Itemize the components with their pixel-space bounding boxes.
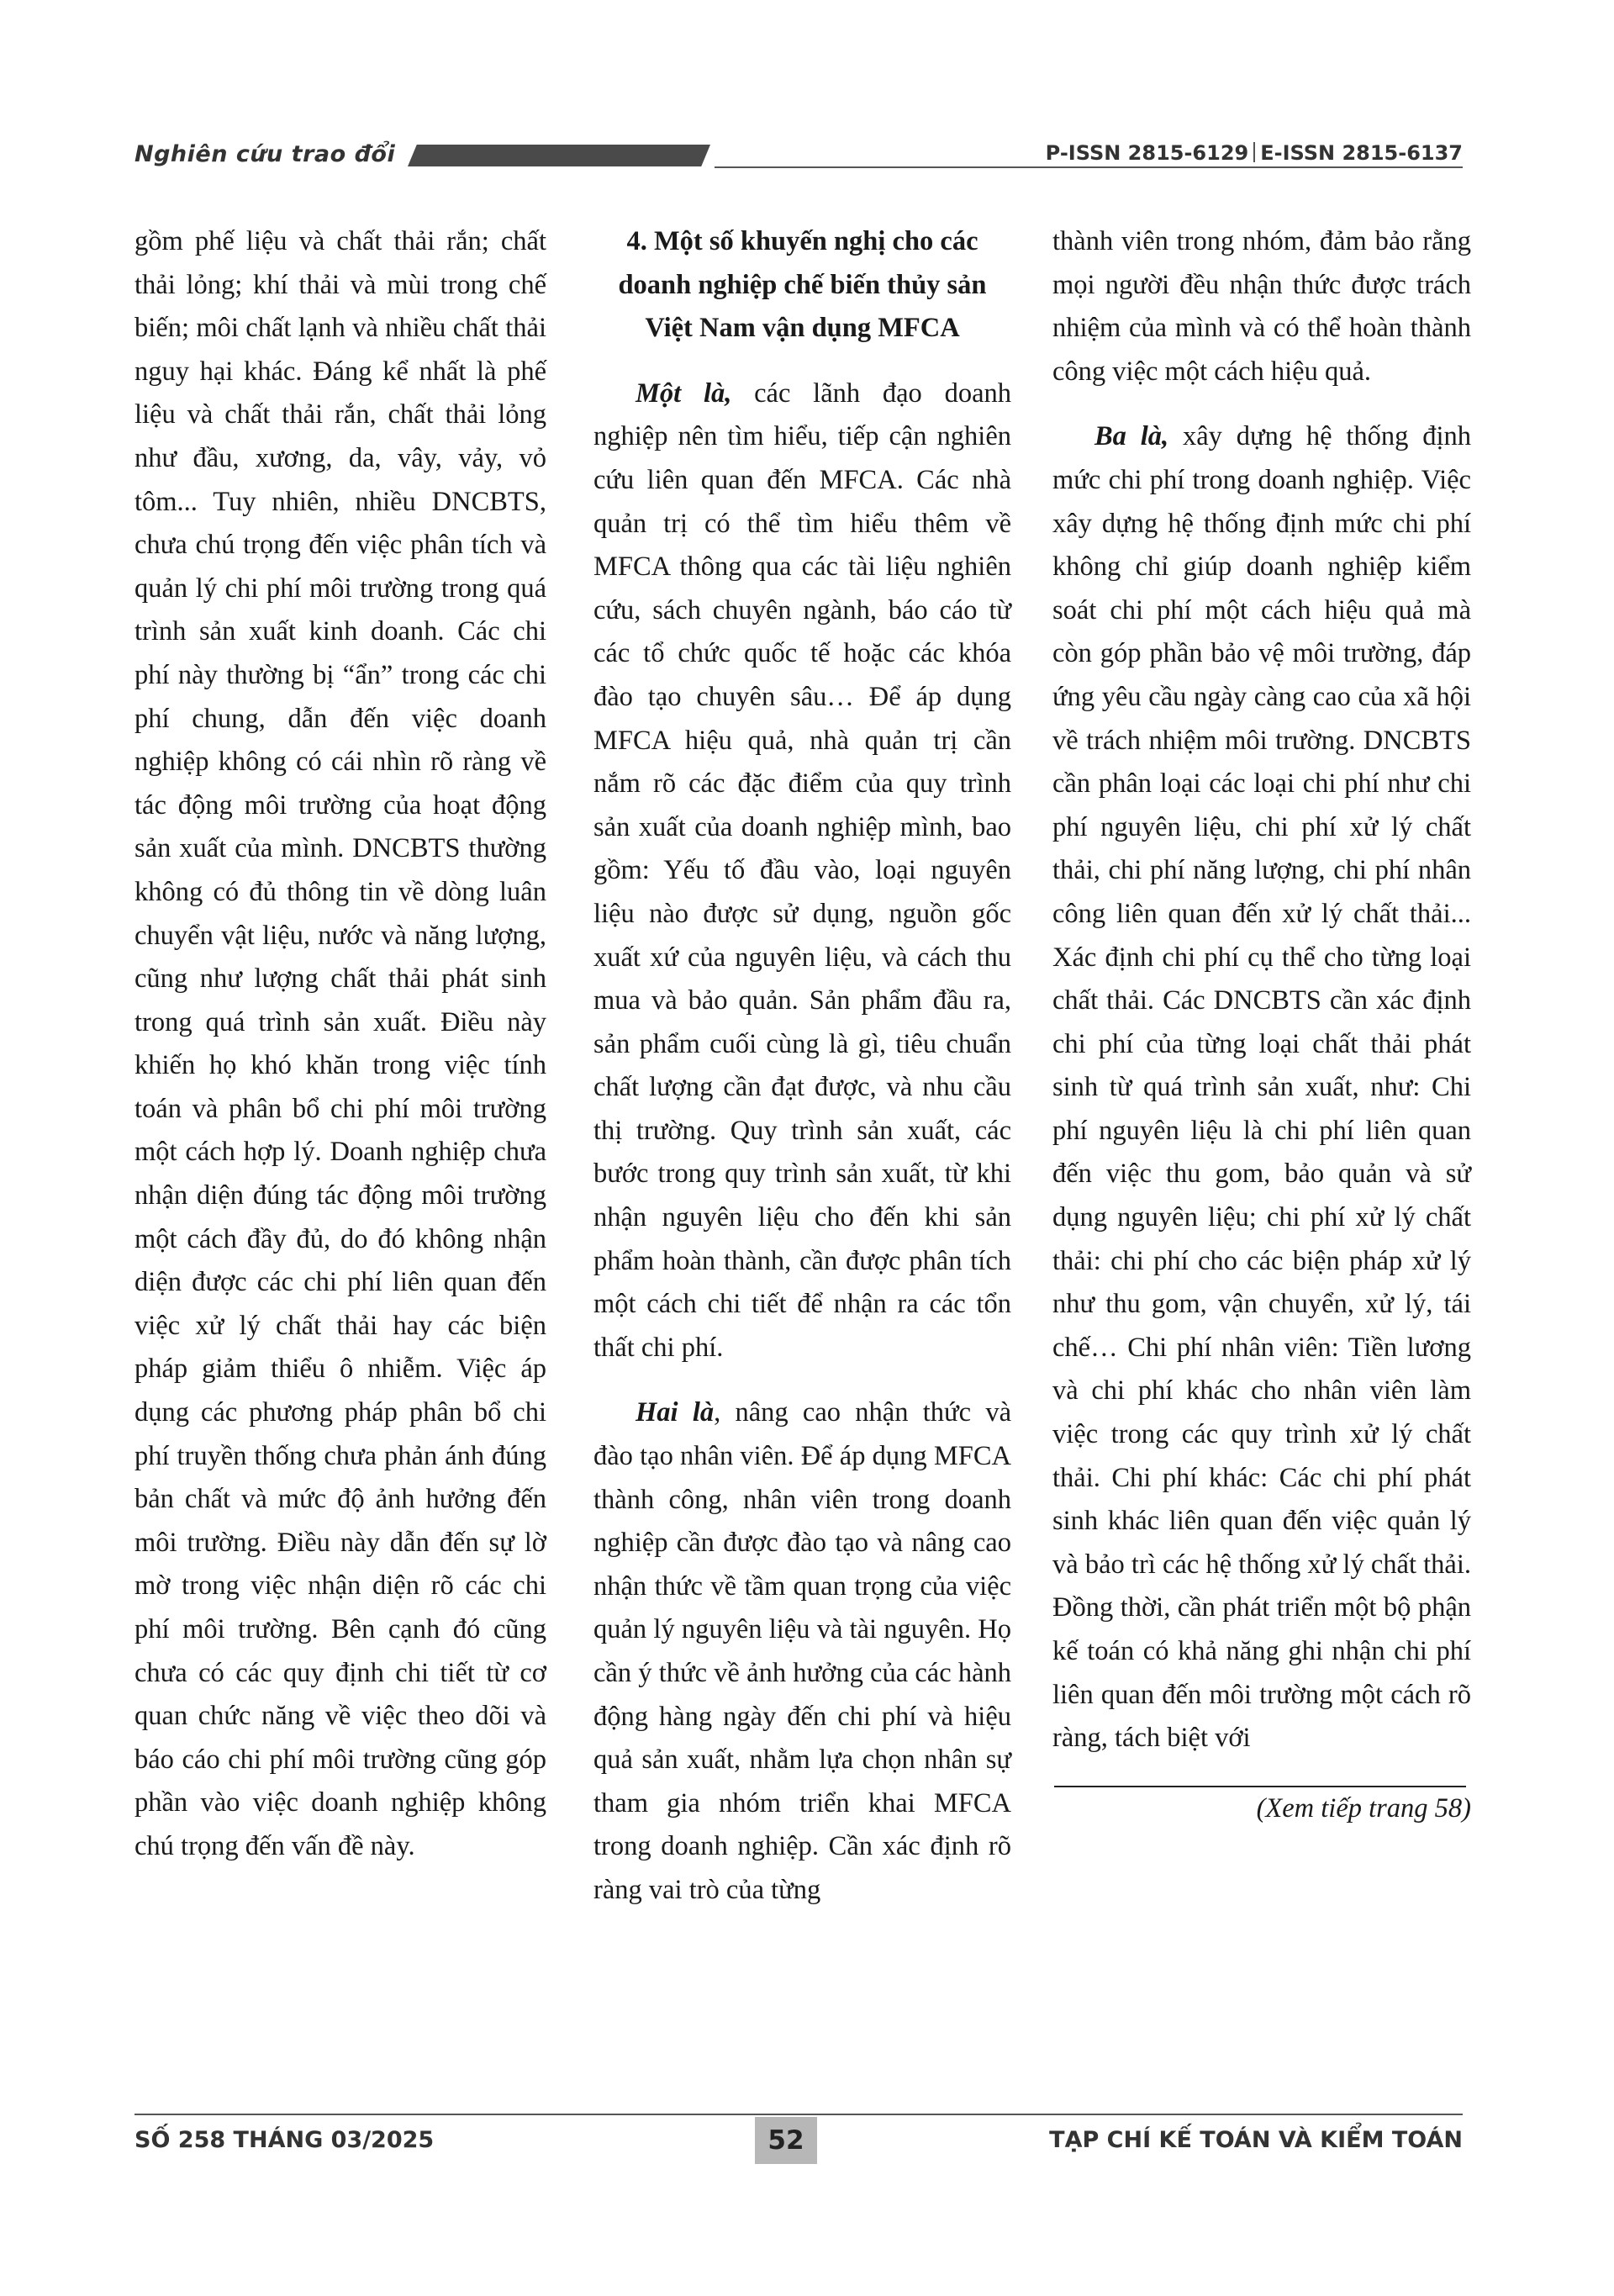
column-1 — [134, 220, 546, 1869]
header-decor-bar — [408, 145, 710, 166]
column1-paragraph: gồm phế liệu và chất thải rắn; chất thải lỏng; khí thải và mùi trong chế biến; môi chất lạnh và nhiều chất thải nguy hại khác. Đáng kể nhất là phế liệu và chất thải rắn, chất thải lỏng như đầu, xương, da, vây, vảy, vỏ tôm... Tuy nhiên, nhiều DNCBTS, chưa chú trọng đến việc phân tích và quản lý chi phí môi trường trong quá trình sản xuất kinh doanh. Các chi phí này thường bị “ẩn” trong các chi phí chung, dẫn đến việc doanh nghiệp không có cái nhìn rõ ràng về tác động môi trường của hoạt động sản xuất của mình. DNCBTS thường không có đủ thông tin về dòng luân chuyển vật liệu, nước và năng lượng, cũng như lượng chất thải phát sinh trong quá trình sản xuất. Điều này khiến họ khó khăn trong việc tính toán và phân bổ chi phí môi trường một cách hợp lý. Doanh nghiệp chưa nhận diện đúng tác động môi trường một cách đầy đủ, do đó không nhận diện được các chi phí liên quan đến việc xử lý chất thải hay các biện pháp giảm thiểu ô nhiễm. Việc áp dụng các phương pháp phân bổ chi phí truyền thống chưa phản ánh đúng bản chất và mức độ ảnh hưởng đến môi trường. Điều này dẫn đến sự lờ mờ trong việc nhận diện rõ các chi phí môi trường. Bên cạnh đó cũng chưa có các quy định chi tiết từ cơ quan chức năng về việc theo dõi và báo cáo chi phí môi trường cũng góp phần vào việc doanh nghiệp không chú trọng đến vấn đề này. — [134, 226, 546, 1861]
column3-paragraph-1: thành viên trong nhóm, đảm bảo rằng mọi người đều nhận thức được trách nhiệm của mình và có thể hoàn thành công việc một cách hiệu quả. — [1052, 226, 1471, 387]
recommendation-3 — [1052, 415, 1471, 1760]
section-label: Nghiên cứu trao đổi — [134, 141, 396, 167]
page-number: 52 — [755, 2117, 817, 2164]
continued-note: (Xem tiếp trang 58) — [1256, 1792, 1471, 1824]
header-rule — [715, 166, 1463, 168]
issn-separator — [1253, 142, 1255, 162]
e-issn: E-ISSN 2815-6137 — [1260, 141, 1463, 165]
page-header — [134, 141, 1463, 170]
journal-name: TẠP CHÍ KẾ TOÁN VÀ KIỂM TOÁN — [1049, 2127, 1463, 2153]
issue-label: SỐ 258 THÁNG 03/2025 — [134, 2127, 435, 2153]
recommendation-1-text: các lãnh đạo doanh nghiệp nên tìm hiểu, tiếp cận nghiên cứu liên quan đến MFCA. Các nhà quản trị có thể tìm hiểu thêm về MFCA thông qua các tài liệu nghiên cứu, sách chuyên ngành, báo cáo từ các tổ chức quốc tế hoặc các khóa đào tạo chuyên sâu… Để áp dụng MFCA hiệu quả, nhà quản trị cần nắm rõ các đặc điểm của quy trình sản xuất của doanh nghiệp mình, bao gồm: Yếu tố đầu vào, loại nguyên liệu nào được sử dụng, nguồn gốc xuất xứ của nguyên liệu, và cách thu mua và bảo quản. Sản phẩm đầu ra, sản phẩm cuối cùng là gì, tiêu chuẩn chất lượng cần đạt được, và nhu cầu thị trường. Quy trình sản xuất, các bước trong quy trình sản xuất, từ khi nhận nguyên liệu cho đến khi sản phẩm hoàn thành, cần được phân tích một cách chi tiết để nhận ra các tổn thất chi phí. — [593, 377, 1011, 1363]
recommendation-3-text: xây dựng hệ thống định mức chi phí trong doanh nghiệp. Việc xây dựng hệ thống định mức chi phí không chỉ giúp doanh nghiệp kiểm soát chi phí một cách hiệu quả mà còn góp phần bảo vệ môi trường, đáp ứng yêu cầu ngày càng cao của xã hội về trách nhiệm môi trường. DNCBTS cần phân loại các loại chi phí như chi phí nguyên liệu, chi phí xử lý chất thải, chi phí năng lượng, chi phí nhân công liên quan đến xử lý chất thải... Xác định chi phí cụ thể cho từng loại chất thải. Các DNCBTS cần xác định chi phí của từng loại chất thải phát sinh từ quá trình sản xuất, như: Chi phí nguyên liệu là chi phí liên quan đến việc thu gom, bảo quản và sử dụng nguyên liệu; chi phí xử lý chất thải: chi phí cho các biện pháp xử lý như thu gom, vận chuyển, xử lý, tái chế… Chi phí nhân viên: Tiền lương và chi phí khác cho nhân viên làm việc trong các quy trình xử lý chất thải. Chi phí khác: Các chi phí phát sinh khác liên quan đến việc quản lý và bảo trì các hệ thống xử lý chất thải. Đồng thời, cần phát triển một bộ phận kế toán có khả năng ghi nhận chi phí liên quan đến môi trường một cách rõ ràng, tách biệt với — [1052, 421, 1471, 1754]
recommendation-2-lead: Hai là — [636, 1397, 715, 1428]
column-2 — [593, 220, 1011, 1913]
column-3 — [1052, 220, 1471, 1830]
issn-info — [1046, 141, 1463, 165]
recommendation-1-lead: Một là, — [636, 377, 732, 409]
recommendation-1 — [593, 372, 1011, 1370]
section-heading: 4. Một số khuyến nghị cho các doanh nghiệp chế biến thủy sản Việt Nam vận dụng MFCA — [618, 226, 987, 344]
recommendation-2-text: , nâng cao nhận thức và đào tạo nhân viên. Để áp dụng MFCA thành công, nhân viên trong doanh nghiệp cần được đào tạo và nâng cao nhận thức về tầm quan trọng của việc quản lý nguyên liệu và tài nguyên. Họ cần ý thức về ảnh hưởng của các hành động hàng ngày đến chi phí và hiệu quả sản xuất, nhằm lựa chọn nhân sự tham gia nhóm triển khai MFCA trong doanh nghiệp. Cần xác định rõ ràng vai trò của từng — [593, 1397, 1011, 1905]
recommendation-2 — [593, 1391, 1011, 1912]
footer-rule — [134, 2114, 1463, 2115]
p-issn: P-ISSN 2815-6129 — [1045, 141, 1249, 165]
recommendation-3-lead: Ba là, — [1094, 421, 1169, 452]
